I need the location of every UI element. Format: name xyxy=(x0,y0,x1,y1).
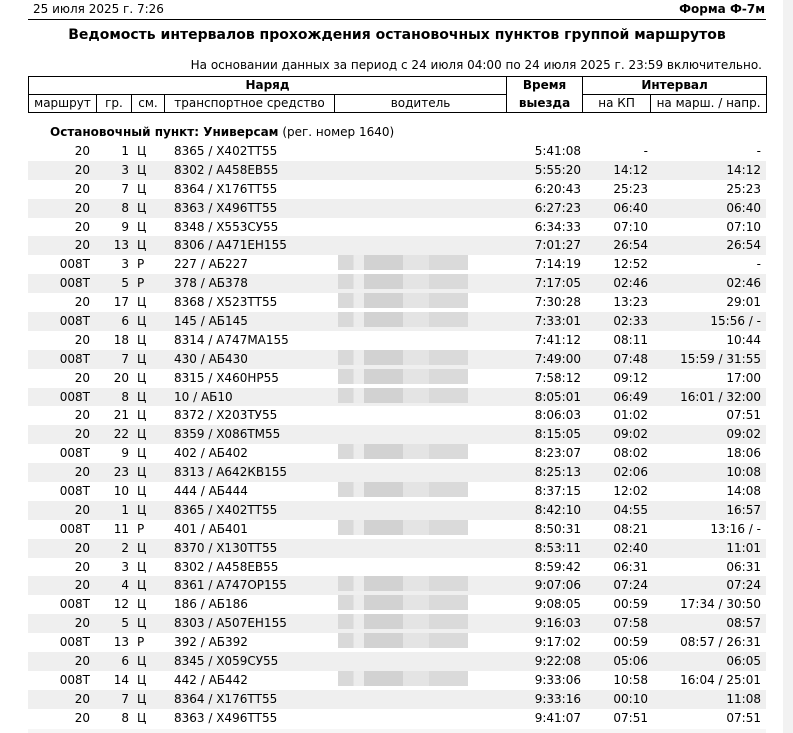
cell-interval-route: - xyxy=(756,144,761,158)
cell-sm: Р xyxy=(137,257,145,272)
table-row xyxy=(28,671,766,690)
cell-gr: 2 xyxy=(121,540,129,555)
cell-departure: 9:16:03 xyxy=(534,616,581,631)
cell-route: 20 xyxy=(74,408,90,423)
cell-interval-kp: 14:12 xyxy=(613,162,648,177)
cell-interval-kp: 00:59 xyxy=(613,635,648,650)
cell-interval-kp: 07:24 xyxy=(613,578,648,593)
cell-vehicle: 8363 / Х496ТТ55 xyxy=(174,710,278,725)
cell-sm: Ц xyxy=(137,502,147,517)
cell-departure: 8:37:15 xyxy=(534,484,581,499)
cell-sm: Ц xyxy=(137,408,147,423)
table-row xyxy=(28,482,766,501)
cell-gr: 5 xyxy=(121,276,129,291)
table-row xyxy=(28,576,766,595)
col-gr: гр. xyxy=(97,95,132,113)
table-row xyxy=(28,161,766,180)
col-kp: на КП xyxy=(583,95,651,113)
cell-vehicle: 227 / АБ227 xyxy=(174,257,248,272)
cell-interval-route: 15:59 / 31:55 xyxy=(680,351,761,366)
cell-interval-route: 29:01 xyxy=(726,295,761,310)
cell-interval-kp: 12:52 xyxy=(613,257,648,272)
cell-vehicle: 8306 / А471ЕН155 xyxy=(174,238,287,253)
cell-route: 20 xyxy=(74,427,90,442)
cell-interval-route: 11:01 xyxy=(726,540,761,555)
cell-sm: Р xyxy=(137,635,145,650)
cell-interval-route: 16:04 / 25:01 xyxy=(680,672,761,687)
cell-route: 20 xyxy=(74,710,90,725)
cell-interval-kp: 02:46 xyxy=(613,276,648,291)
cell-route: 008Т xyxy=(59,389,90,404)
cell-sm: Ц xyxy=(137,654,147,669)
driver-redacted xyxy=(338,369,468,384)
cell-interval-route: 17:00 xyxy=(726,370,761,385)
col-route: маршрут xyxy=(29,95,97,113)
cell-sm: Ц xyxy=(137,427,147,442)
cell-departure: 8:23:07 xyxy=(534,446,581,461)
cell-interval-kp: 10:58 xyxy=(613,672,648,687)
cell-departure: 8:25:13 xyxy=(534,465,581,480)
cell-departure: 8:53:11 xyxy=(534,540,581,555)
cell-sm: Ц xyxy=(137,332,147,347)
cell-sm: Ц xyxy=(137,314,147,329)
cell-interval-route: 10:08 xyxy=(726,465,761,480)
cell-gr: 23 xyxy=(113,465,129,480)
header-vremya-top: Время xyxy=(507,77,583,95)
cell-interval-route: 14:12 xyxy=(726,162,761,177)
cell-route: 20 xyxy=(74,465,90,480)
cell-sm: Ц xyxy=(137,672,147,687)
table-header xyxy=(28,76,767,113)
cell-gr: 22 xyxy=(113,427,129,442)
cell-interval-route: 07:51 xyxy=(726,408,761,423)
cell-interval-route: - xyxy=(756,257,761,272)
driver-redacted xyxy=(338,274,468,289)
cell-interval-route: 06:40 xyxy=(726,200,761,215)
cell-route: 008Т xyxy=(59,672,90,687)
col-driver: водитель xyxy=(335,95,507,113)
cell-vehicle: 8364 / Х176ТТ55 xyxy=(174,691,278,706)
cell-interval-kp: 25:23 xyxy=(613,181,648,196)
cell-interval-route: 07:10 xyxy=(726,219,761,234)
cell-sm: Ц xyxy=(137,351,147,366)
cell-departure: 9:17:02 xyxy=(534,635,581,650)
cell-vehicle: 10 / АБ10 xyxy=(174,389,233,404)
table-row xyxy=(28,652,766,671)
cell-interval-kp: 09:12 xyxy=(613,370,648,385)
cell-departure: 9:33:16 xyxy=(534,691,581,706)
cell-route: 008Т xyxy=(59,446,90,461)
cell-vehicle: 145 / АБ145 xyxy=(174,314,248,329)
cell-sm: Ц xyxy=(137,559,147,574)
cell-departure: 9:22:08 xyxy=(534,654,581,669)
cell-sm: Ц xyxy=(137,295,147,310)
table-row xyxy=(28,236,766,255)
cell-departure: 7:58:12 xyxy=(534,370,581,385)
cell-gr: 3 xyxy=(121,559,129,574)
cell-vehicle: 8370 / Х130ТТ55 xyxy=(174,540,278,555)
cell-gr: 20 xyxy=(113,370,129,385)
cell-interval-route: 07:51 xyxy=(726,710,761,725)
cell-gr: 12 xyxy=(113,597,129,612)
cell-interval-kp: 07:48 xyxy=(613,351,648,366)
cell-departure: 7:30:28 xyxy=(534,295,581,310)
report-basis: На основании данных за период с 24 июля 04:00 по 24 июля 2025 г. 23:59 включительно. xyxy=(190,58,762,72)
cell-vehicle: 8345 / Х059СУ55 xyxy=(174,654,279,669)
table-row xyxy=(28,142,766,161)
cell-interval-kp: 06:40 xyxy=(613,200,648,215)
cell-sm: Р xyxy=(137,276,145,291)
cell-interval-route: 25:23 xyxy=(726,181,761,196)
table-row xyxy=(28,595,766,614)
cell-gr: 6 xyxy=(121,314,129,329)
cell-interval-route: 16:57 xyxy=(726,502,761,517)
cell-interval-kp: 02:06 xyxy=(613,465,648,480)
table-row xyxy=(28,690,766,709)
table-row xyxy=(28,218,766,237)
driver-redacted xyxy=(338,293,468,308)
cell-vehicle: 444 / АБ444 xyxy=(174,484,248,499)
report-date: 25 июля 2025 г. 7:26 xyxy=(33,2,164,16)
driver-redacted xyxy=(338,576,468,591)
table-row xyxy=(28,558,766,577)
cell-route: 20 xyxy=(74,502,90,517)
cell-departure: 8:05:01 xyxy=(534,389,581,404)
cell-interval-route: 18:06 xyxy=(726,446,761,461)
cell-gr: 8 xyxy=(121,389,129,404)
cell-route: 20 xyxy=(74,295,90,310)
driver-redacted xyxy=(338,444,468,459)
cell-interval-kp: 07:10 xyxy=(613,219,648,234)
cell-gr: 21 xyxy=(113,408,129,423)
cell-interval-kp: 08:21 xyxy=(613,521,648,536)
driver-redacted xyxy=(338,520,468,535)
cell-interval-route: 02:46 xyxy=(726,276,761,291)
cell-departure: 6:27:23 xyxy=(534,200,581,215)
cell-vehicle: 8365 / Х402ТТ55 xyxy=(174,144,278,158)
table-row xyxy=(28,180,766,199)
table-row xyxy=(28,614,766,633)
cell-route: 008Т xyxy=(59,257,90,272)
col-vehicle: транспортное средство xyxy=(165,95,335,113)
cell-gr: 7 xyxy=(121,181,129,196)
cell-interval-route: 07:24 xyxy=(726,578,761,593)
cell-interval-kp: 06:31 xyxy=(613,559,648,574)
cell-departure: 6:20:43 xyxy=(534,181,581,196)
table-row xyxy=(28,199,766,218)
cell-sm: Ц xyxy=(137,578,147,593)
table-row xyxy=(28,274,766,293)
cell-vehicle: 401 / АБ401 xyxy=(174,521,248,536)
cell-gr: 8 xyxy=(121,200,129,215)
cell-route: 20 xyxy=(74,181,90,196)
cell-interval-route: 15:56 / - xyxy=(710,314,761,329)
stop-reg-number: (рег. номер 1640) xyxy=(282,125,395,139)
cell-sm: Ц xyxy=(137,370,147,385)
cell-departure: 8:15:05 xyxy=(534,427,581,442)
cell-vehicle: 402 / АБ402 xyxy=(174,446,248,461)
cell-sm: Ц xyxy=(137,162,147,177)
cell-interval-kp: 07:51 xyxy=(613,710,648,725)
cell-departure: 7:41:12 xyxy=(534,332,581,347)
cell-interval-kp: 09:02 xyxy=(613,427,648,442)
driver-redacted xyxy=(338,671,468,686)
cell-departure: 5:41:08 xyxy=(534,144,581,158)
table-row xyxy=(28,633,766,652)
cell-vehicle: 8302 / А458ЕВ55 xyxy=(174,559,279,574)
cell-vehicle: 8303 / А507ЕН155 xyxy=(174,616,287,631)
table-row xyxy=(28,312,766,331)
cell-departure: 9:08:05 xyxy=(534,597,581,612)
cell-gr: 3 xyxy=(121,162,129,177)
cell-gr: 6 xyxy=(121,654,129,669)
cell-sm: Ц xyxy=(137,200,147,215)
cell-vehicle: 8348 / Х553СУ55 xyxy=(174,219,279,234)
cell-vehicle: 8313 / А642КВ155 xyxy=(174,465,287,480)
table-row xyxy=(28,350,766,369)
driver-redacted xyxy=(338,350,468,365)
cell-sm: Р xyxy=(137,521,145,536)
cell-gr: 14 xyxy=(113,672,129,687)
cell-route: 20 xyxy=(74,616,90,631)
cell-route: 20 xyxy=(74,578,90,593)
table-row xyxy=(28,539,766,558)
cell-gr: 8 xyxy=(121,710,129,725)
cell-interval-route: 09:02 xyxy=(726,427,761,442)
cell-vehicle: 8302 / А458ЕВ55 xyxy=(174,162,279,177)
cell-interval-route: 11:08 xyxy=(726,691,761,706)
cell-departure: 5:55:20 xyxy=(534,162,581,177)
cell-departure: 9:07:06 xyxy=(534,578,581,593)
cell-gr: 9 xyxy=(121,219,129,234)
cell-interval-route: 13:16 / - xyxy=(710,521,761,536)
cell-interval-route: 08:57 / 26:31 xyxy=(680,635,761,650)
cell-interval-kp: 04:55 xyxy=(613,502,648,517)
cell-interval-kp: 08:02 xyxy=(613,446,648,461)
cell-departure: 6:34:33 xyxy=(534,219,581,234)
header-interval: Интервал xyxy=(583,77,767,95)
header-vremya-bottom: выезда xyxy=(507,95,583,113)
cell-gr: 1 xyxy=(121,502,129,517)
cell-departure: 7:17:05 xyxy=(534,276,581,291)
cell-sm: Ц xyxy=(137,465,147,480)
scrollbar-track[interactable] xyxy=(783,0,793,733)
cell-sm: Ц xyxy=(137,219,147,234)
driver-redacted xyxy=(338,614,468,629)
cell-route: 20 xyxy=(74,332,90,347)
cell-vehicle: 430 / АБ430 xyxy=(174,351,248,366)
table-row xyxy=(28,331,766,350)
table-row xyxy=(28,406,766,425)
table-row xyxy=(28,369,766,388)
driver-redacted xyxy=(338,255,468,270)
cell-route: 20 xyxy=(74,219,90,234)
cell-route: 008Т xyxy=(59,597,90,612)
stop-name: Остановочный пункт: Универсам xyxy=(50,125,279,139)
table-row xyxy=(28,463,766,482)
cell-sm: Ц xyxy=(137,238,147,253)
cell-interval-kp: 00:10 xyxy=(613,691,648,706)
table-row xyxy=(28,520,766,539)
cell-interval-kp: 06:49 xyxy=(613,389,648,404)
cell-interval-kp: 05:06 xyxy=(613,654,648,669)
cell-route: 008Т xyxy=(59,314,90,329)
cell-vehicle: 8365 / Х402ТТ55 xyxy=(174,502,278,517)
cell-interval-kp: - xyxy=(643,144,648,158)
cell-interval-route: 06:05 xyxy=(726,654,761,669)
report-topline xyxy=(33,2,765,18)
cell-vehicle: 8359 / Х086ТМ55 xyxy=(174,427,281,442)
cell-departure: 7:14:19 xyxy=(534,257,581,272)
cell-interval-kp: 13:23 xyxy=(613,295,648,310)
report-rows xyxy=(28,142,766,728)
cell-sm: Ц xyxy=(137,540,147,555)
driver-redacted xyxy=(338,595,468,610)
cell-gr: 1 xyxy=(121,144,129,158)
cell-route: 008Т xyxy=(59,521,90,536)
col-marsh: на марш. / напр. xyxy=(651,95,767,113)
cell-route: 20 xyxy=(74,559,90,574)
cell-sm: Ц xyxy=(137,446,147,461)
cell-sm: Ц xyxy=(137,710,147,725)
cell-interval-route: 10:44 xyxy=(726,332,761,347)
cell-departure: 8:42:10 xyxy=(534,502,581,517)
cell-sm: Ц xyxy=(137,181,147,196)
form-code: Форма Ф-7м xyxy=(679,2,765,16)
cell-gr: 18 xyxy=(113,332,129,347)
cell-route: 008Т xyxy=(59,635,90,650)
cell-gr: 13 xyxy=(113,238,129,253)
cell-interval-route: 14:08 xyxy=(726,484,761,499)
cell-departure: 7:33:01 xyxy=(534,314,581,329)
cell-route: 008Т xyxy=(59,276,90,291)
cell-vehicle: 392 / АБ392 xyxy=(174,635,248,650)
cell-gr: 11 xyxy=(113,521,129,536)
top-divider xyxy=(28,19,766,20)
table-row xyxy=(28,444,766,463)
cell-vehicle: 8315 / Х460НР55 xyxy=(174,370,279,385)
cell-interval-route: 26:54 xyxy=(726,238,761,253)
cell-gr: 13 xyxy=(113,635,129,650)
cell-departure: 9:33:06 xyxy=(534,672,581,687)
cell-interval-route: 06:31 xyxy=(726,559,761,574)
cell-route: 20 xyxy=(74,162,90,177)
cell-gr: 10 xyxy=(113,484,129,499)
cell-departure: 7:01:27 xyxy=(534,238,581,253)
cell-vehicle: 8368 / Х523ТТ55 xyxy=(174,295,278,310)
cell-sm: Ц xyxy=(137,484,147,499)
cell-route: 20 xyxy=(74,370,90,385)
cell-interval-kp: 02:33 xyxy=(613,314,648,329)
cell-sm: Ц xyxy=(137,597,147,612)
cell-sm: Ц xyxy=(137,144,147,158)
cell-gr: 7 xyxy=(121,691,129,706)
cell-sm: Ц xyxy=(137,691,147,706)
cell-gr: 17 xyxy=(113,295,129,310)
driver-redacted xyxy=(338,388,468,403)
cell-interval-kp: 00:59 xyxy=(613,597,648,612)
table-row xyxy=(28,255,766,274)
cell-gr: 5 xyxy=(121,616,129,631)
driver-redacted xyxy=(338,312,468,327)
cell-route: 20 xyxy=(74,200,90,215)
cell-gr: 4 xyxy=(121,578,129,593)
cell-vehicle: 8372 / Х203ТУ55 xyxy=(174,408,278,423)
cell-vehicle: 8361 / А747ОР155 xyxy=(174,578,287,593)
cell-route: 20 xyxy=(74,691,90,706)
cell-gr: 7 xyxy=(121,351,129,366)
stop-section-heading xyxy=(50,125,394,139)
page-bottom-edge xyxy=(28,729,766,733)
cell-departure: 7:49:00 xyxy=(534,351,581,366)
report-title: Ведомость интервалов прохождения остановочных пунктов группой маршрутов xyxy=(68,27,726,43)
header-naryad: Наряд xyxy=(29,77,507,95)
driver-redacted xyxy=(338,482,468,497)
cell-route: 008Т xyxy=(59,484,90,499)
cell-interval-kp: 07:58 xyxy=(613,616,648,631)
cell-departure: 8:59:42 xyxy=(534,559,581,574)
cell-sm: Ц xyxy=(137,389,147,404)
cell-sm: Ц xyxy=(137,616,147,631)
cell-route: 20 xyxy=(74,144,90,158)
cell-vehicle: 8314 / А747МА155 xyxy=(174,332,289,347)
cell-vehicle: 378 / АБ378 xyxy=(174,276,248,291)
cell-departure: 8:06:03 xyxy=(534,408,581,423)
cell-gr: 9 xyxy=(121,446,129,461)
cell-interval-kp: 08:11 xyxy=(613,332,648,347)
cell-route: 20 xyxy=(74,238,90,253)
cell-vehicle: 442 / АБ442 xyxy=(174,672,248,687)
cell-interval-route: 17:34 / 30:50 xyxy=(680,597,761,612)
cell-interval-kp: 12:02 xyxy=(613,484,648,499)
cell-gr: 3 xyxy=(121,257,129,272)
cell-route: 20 xyxy=(74,654,90,669)
cell-route: 008Т xyxy=(59,351,90,366)
cell-vehicle: 186 / АБ186 xyxy=(174,597,248,612)
table-row xyxy=(28,425,766,444)
cell-departure: 9:41:07 xyxy=(534,710,581,725)
table-row xyxy=(28,388,766,407)
driver-redacted xyxy=(338,633,468,648)
cell-interval-route: 08:57 xyxy=(726,616,761,631)
cell-vehicle: 8364 / Х176ТТ55 xyxy=(174,181,278,196)
table-row xyxy=(28,709,766,728)
col-sm: см. xyxy=(132,95,165,113)
cell-interval-kp: 26:54 xyxy=(613,238,648,253)
cell-departure: 8:50:31 xyxy=(534,521,581,536)
cell-interval-kp: 01:02 xyxy=(613,408,648,423)
cell-route: 20 xyxy=(74,540,90,555)
cell-interval-kp: 02:40 xyxy=(613,540,648,555)
table-row xyxy=(28,293,766,312)
cell-interval-route: 16:01 / 32:00 xyxy=(680,389,761,404)
table-row xyxy=(28,501,766,520)
cell-vehicle: 8363 / Х496ТТ55 xyxy=(174,200,278,215)
